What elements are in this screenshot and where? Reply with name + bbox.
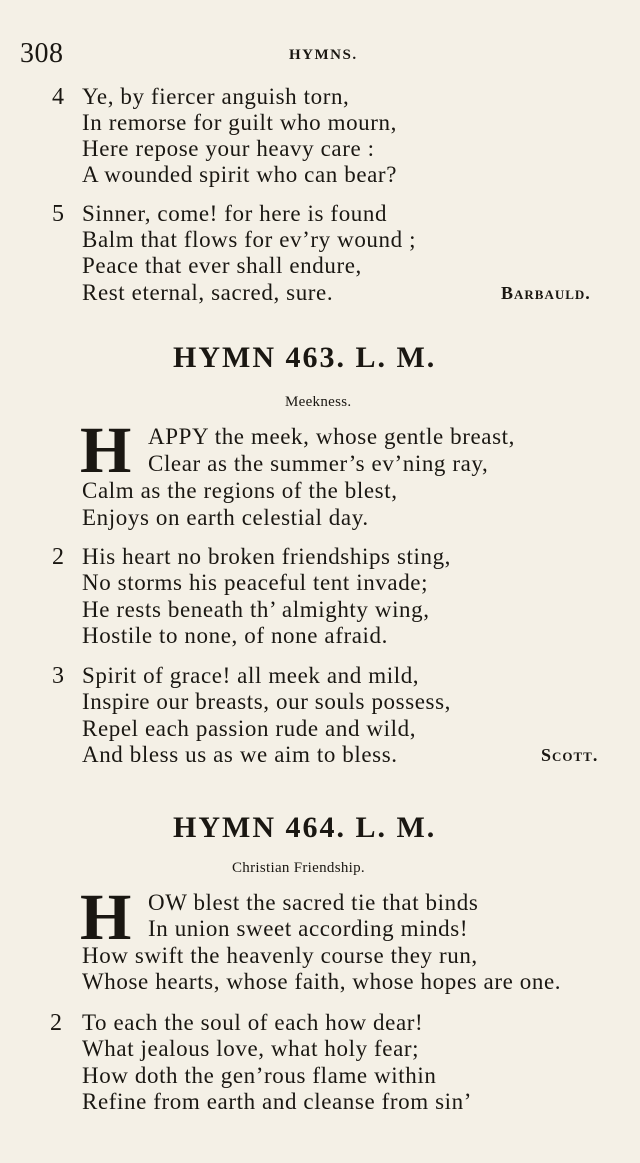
verse-line: How swift the heavenly course they run,	[82, 943, 478, 968]
verse-line: Clear as the summer’s ev’ning ray,	[148, 451, 489, 476]
hymn-title: HYMN 463. L. M.	[173, 341, 437, 374]
verse-line: Refine from earth and cleanse from sin’	[82, 1089, 472, 1114]
hymn-title: HYMN 464. L. M.	[173, 811, 437, 844]
stanza-number: 4	[52, 84, 64, 110]
hymn-subtitle: Meekness.	[285, 394, 352, 410]
author-attribution: Scott.	[541, 745, 599, 765]
page-number: 308	[20, 38, 64, 69]
drop-cap: H	[80, 881, 132, 954]
author-attribution: Barbauld.	[501, 283, 591, 303]
verse-line: He rests beneath th’ almighty wing,	[82, 597, 430, 622]
verse-line: What jealous love, what holy fear;	[82, 1036, 420, 1061]
drop-cap: H	[80, 414, 132, 487]
stanza-number: 2	[50, 1010, 62, 1036]
verse-line: A wounded spirit who can bear?	[82, 162, 398, 187]
verse-line: APPY the meek, whose gentle breast,	[148, 424, 515, 449]
verse-line: OW blest the sacred tie that binds	[148, 890, 479, 915]
verse-line: Enjoys on earth celestial day.	[82, 505, 369, 530]
verse-line: No storms his peaceful tent invade;	[82, 570, 429, 595]
running-title: HYMNS.	[289, 47, 358, 63]
verse-line: Rest eternal, sacred, sure.	[82, 280, 334, 305]
verse-line: Hostile to none, of none afraid.	[82, 623, 388, 648]
verse-line: His heart no broken friendships sting,	[82, 544, 452, 569]
verse-line: Here repose your heavy care :	[82, 136, 375, 161]
verse-line: And bless us as we aim to bless.	[82, 742, 398, 767]
verse-line: Spirit of grace! all meek and mild,	[82, 663, 420, 688]
verse-line: Sinner, come! for here is found	[82, 201, 388, 226]
verse-line: Balm that flows for ev’ry wound ;	[82, 227, 417, 252]
verse-line: Repel each passion rude and wild,	[82, 716, 417, 741]
verse-line: To each the soul of each how dear!	[82, 1010, 424, 1035]
verse-line: Peace that ever shall endure,	[82, 253, 362, 278]
verse-line: In union sweet according minds!	[148, 916, 469, 941]
stanza-number: 3	[52, 663, 64, 689]
stanza-number: 5	[52, 201, 64, 227]
verse-line: Inspire our breasts, our souls possess,	[82, 689, 452, 714]
verse-line: How doth the gen’rous flame within	[82, 1063, 437, 1088]
stanza-number: 2	[52, 544, 64, 570]
verse-line: Ye, by fiercer anguish torn,	[82, 84, 350, 109]
verse-line: In remorse for guilt who mourn,	[82, 110, 397, 135]
hymn-subtitle: Christian Friendship.	[232, 860, 365, 876]
verse-line: Calm as the regions of the blest,	[82, 478, 398, 503]
verse-line: Whose hearts, whose faith, whose hopes are one.	[82, 969, 562, 994]
